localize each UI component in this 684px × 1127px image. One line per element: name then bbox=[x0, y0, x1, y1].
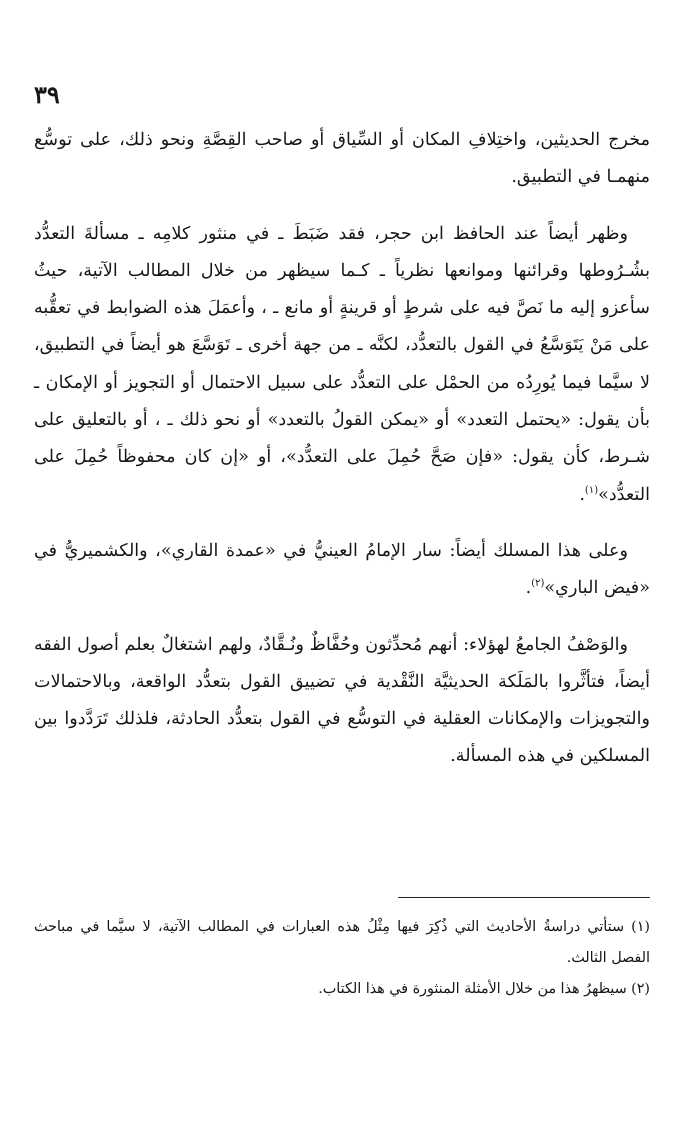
footnote-1-text: ستأتي دراسةُ الأحاديث التي ذُكِرَ فيها مِثْلُ هذه العبارات في المطالب الآتية، لا سيَّما في مباحث الفصل الثالث. bbox=[34, 919, 650, 966]
paragraph-1-text: مخرج الحديثين، واختِلافِ المكان أو السِّياق أو صاحب القِصَّةِ ونحو ذلك، على توسُّع منهمـا في التطبيق. bbox=[34, 130, 650, 188]
footnote-2 bbox=[34, 974, 650, 1005]
footnote-1 bbox=[34, 912, 650, 974]
footnote-2-text: سيظهرُ هذا من خلال الأمثلة المنثورة في هذا الكتاب. bbox=[318, 981, 627, 997]
footnote-divider bbox=[398, 897, 650, 898]
main-text bbox=[34, 122, 650, 795]
paragraph-3-text: وعلى هذا المسلك أيضاً: سار الإمامُ العينيُّ في «عمدة القاري»، والكشميريُّ في «فيض الباري» bbox=[34, 540, 650, 599]
paragraph-2-tail: . bbox=[579, 484, 585, 505]
footnote-1-marker: (١) bbox=[631, 919, 650, 935]
footnotes bbox=[34, 912, 650, 1005]
paragraph-3 bbox=[34, 533, 650, 608]
footnote-2-marker: (٢) bbox=[631, 981, 650, 997]
paragraph-1 bbox=[34, 122, 650, 197]
paragraph-2 bbox=[34, 216, 650, 514]
footnote-ref-2[interactable]: (٢) bbox=[531, 578, 545, 590]
paragraph-3-tail: . bbox=[525, 578, 532, 599]
paragraph-2-text: وظهر أيضاً عند الحافظ ابن حجر، فقد ضَبَطَ ـ في منثور كلامِه ـ مسألةَ التعدُّد بشُـرُوطها وقرائنها وموانعها نظرياً ـ كـما سيظهر من خلال المطالب الآتية، حيثُ سأعزو إليه ما نَصَّ فيه على شرطٍ أو قرينةٍ أو مانع ـ ، وأعمَلَ هذه الضوابط في تعقُّبه على مَنْ يَتَوَسَّعُ في القول بالتعدُّد، لكنَّه ـ من جهة أخرى ـ تَوَسَّعَ هو أيضاً في التطبيق، لا سيَّما فيما يُورِدُه من الحمْل على التعدُّد على سبيل الاحتمال أو التجويز أو الإمكان ـ بأن يقول: «يحتمل التعدد» أو «يمكن القولُ بالتعدد» أو نحو ذلك ـ ، أو بالتعليق على شـرط، كأن يقول: «فإن صَحَّ حُمِلَ على التعدُّد»، أو «إن كان محفوظاً حُمِلَ على التعدُّد» bbox=[34, 223, 650, 505]
footnote-ref-1[interactable]: (١) bbox=[584, 484, 599, 496]
paragraph-4 bbox=[34, 627, 650, 776]
paragraph-4-text: والوَصْفُ الجامعُ لهؤلاء: أنهم مُحدِّثون وحُفَّاظٌ ونُـقَّادٌ، ولهم اشتغالٌ بعلم أصول الفقه أيضاً، فتأثَّروا بالمَلَكة الحديثيَّة النَّقْدية في تضييق القول بتعدُّد الواقعة، وبالاحتمالات والتجويزات والإمكانات العقلية في التوسُّع في القول بتعدُّد الحادثة، فلذلك تَرَدَّدوا بين المسلكين في هذه المسألة. bbox=[34, 634, 650, 767]
page-number: ٣٩ bbox=[34, 80, 60, 109]
